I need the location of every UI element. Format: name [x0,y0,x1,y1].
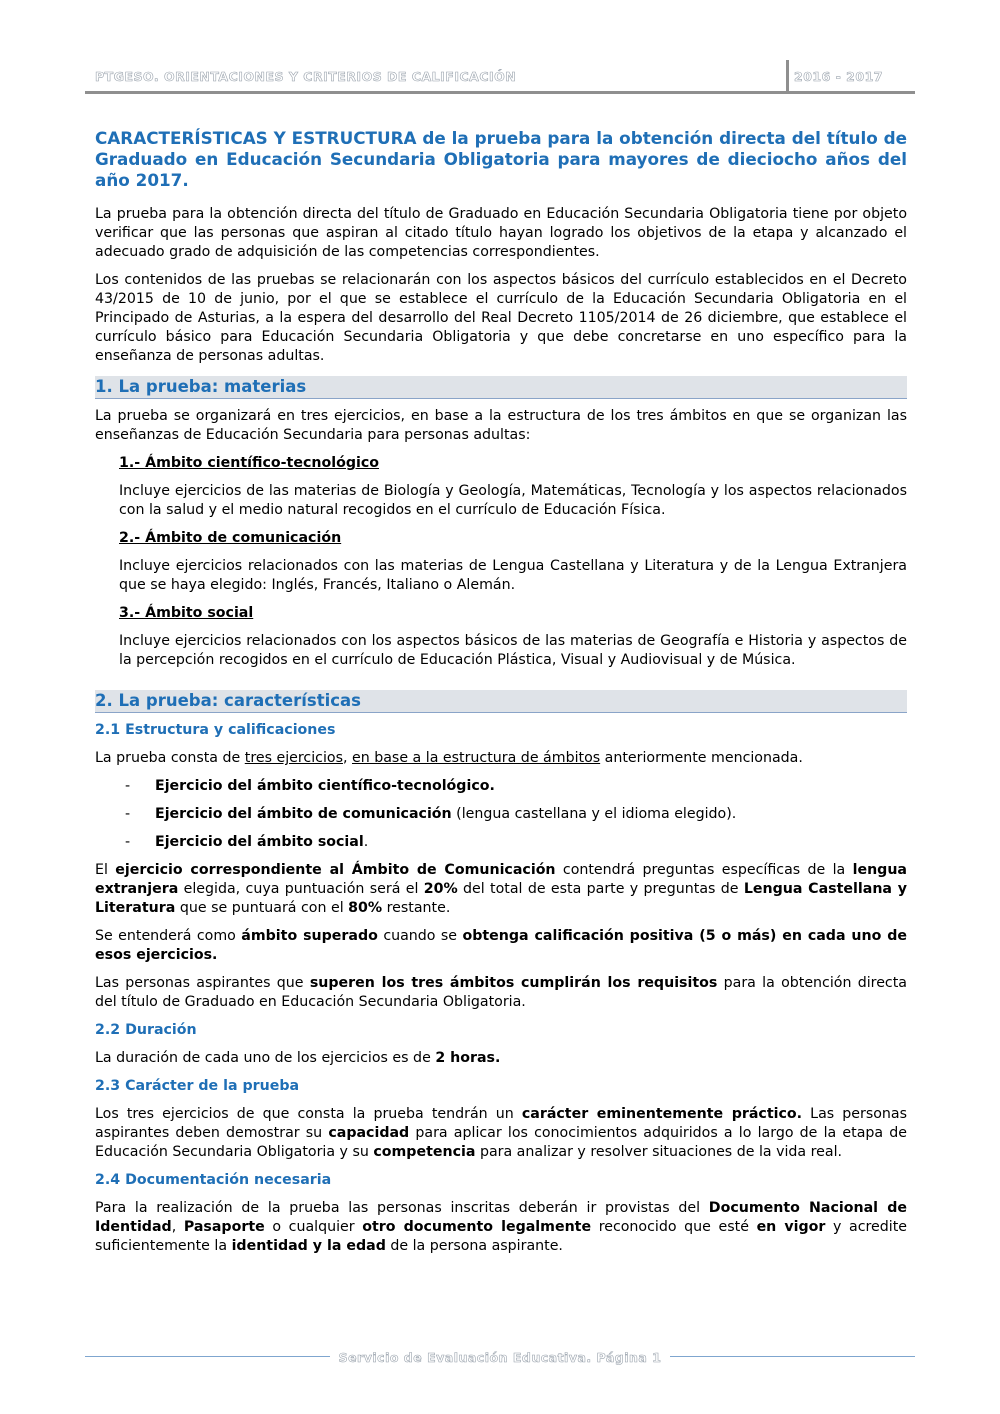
document-body [95,128,907,1265]
subsection-2-2-paragraph: La duración de cada uno de los ejercicios es de 2 horas. [95,1050,501,1066]
ambito-1-title: 1.- Ámbito científico-tecnológico [119,455,379,471]
page-footer [85,1347,915,1367]
list-item: - Ejercicio del ámbito científico-tecnológico. [125,778,495,794]
subsection-2-1-lead: La prueba consta de tres ejercicios, en base a la estructura de ámbitos anteriormente mencionada. [95,750,803,766]
intro-paragraph-2: Los contenidos de las pruebas se relacionarán con los aspectos básicos del currículo establecidos en el Decreto 43/2015 de 10 de junio, por el que se establece el currículo de la Educación Secundaria Obligatoria en el Principado de Asturias, a la espera del desarrollo del Real Decreto 1105/2014 de 26 diciembre, que establece el currículo básico para Educación Secundaria Obligatoria y que debe concretarse en uno específico para la enseñanza de personas adultas. [95,272,907,364]
header-title: PTGESO. ORIENTACIONES Y CRITERIOS DE CALIFICACIÓN [95,69,517,84]
subsection-2-2-title: 2.2 Duración [95,1022,197,1038]
subsection-2-1-paragraph-1: El ejercicio correspondiente al Ámbito de Comunicación contendrá preguntas específicas de la lengua extranjera elegida, cuya puntuación será el 20% del total de esta parte y preguntas de Lengua Castellana y Literatura que se puntuará con el 80% restante. [95,862,908,916]
ambito-3-title: 3.- Ámbito social [119,605,254,621]
ambito-3-text: Incluye ejercicios relacionados con los aspectos básicos de las materias de Geografía e Historia y aspectos de la percepción recogidos en el currículo de Educación Plástica, Visual y Audiovisual y de Música. [119,633,907,668]
subsection-2-4-paragraph: Para la realización de la prueba las personas inscritas deberán ir provistas del Documento Nacional de Identidad, Pasaporte o cualquier otro documento legalmente reconocido que esté en vigor y acredite suficientemente la identidad y la edad de la persona aspirante. [95,1200,907,1254]
intro-paragraph-1: La prueba para la obtención directa del título de Graduado en Educación Secundaria Obligatoria tiene por objeto verificar que las personas que aspiran al citado título hayan logrado los objetivos de la etapa y alcanzado el adecuado grado de adquisición de las competencias correspondientes. [95,206,907,260]
list-item: - Ejercicio del ámbito social. [125,834,369,850]
subsection-2-1-paragraph-3: Las personas aspirantes que superen los tres ámbitos cumplirán los requisitos para la obtención directa del título de Graduado en Educación Secundaria Obligatoria. [95,975,907,1010]
ambitos-list [95,454,907,670]
footer-text: Servicio de Evaluación Educativa. Página 1 [338,1350,662,1365]
section-2-heading: 2. La prueba: características [95,690,907,713]
subsection-2-3-paragraph: Los tres ejercicios de que consta la prueba tendrán un carácter eminentemente práctico. Las personas aspirantes deben demostrar su capacidad para aplicar los conocimientos adquiridos a lo largo de la etapa de Educación Secundaria Obligatoria y su competencia para analizar y resolver situaciones de la vida real. [95,1106,907,1160]
section-1-heading: 1. La prueba: materias [95,376,907,399]
document-title: CARACTERÍSTICAS Y ESTRUCTURA de la prueba para la obtención directa del título de Graduado en Educación Secundaria Obligatoria para mayores de dieciocho años del año 2017. [95,128,907,190]
ambito-2-text: Incluye ejercicios relacionados con las materias de Lengua Castellana y Literatura y de la Lengua Extranjera que se haya elegido: Inglés, Francés, Italiano o Alemán. [119,558,907,593]
header-divider [786,60,789,93]
ambito-1-text: Incluye ejercicios de las materias de Biología y Geología, Matemáticas, Tecnología y los aspectos relacionados con la salud y el medio natural recogidos en el currículo de Educación Física. [119,483,907,518]
subsection-2-1-paragraph-2: Se entenderá como ámbito superado cuando se obtenga calificación positiva (5 o más) en cada uno de esos ejercicios. [95,928,907,963]
header-year: 2016 - 2017 [794,69,883,84]
subsection-2-1-title: 2.1 Estructura y calificaciones [95,722,336,738]
subsection-2-4-title: 2.4 Documentación necesaria [95,1172,332,1188]
header-rule [85,91,915,94]
ambito-2-title: 2.- Ámbito de comunicación [119,530,342,546]
list-item: - Ejercicio del ámbito de comunicación (lengua castellana y el idioma elegido). [125,806,737,822]
page-header [85,60,915,94]
subsection-2-3-title: 2.3 Carácter de la prueba [95,1078,300,1094]
section-1-intro: La prueba se organizará en tres ejercicios, en base a la estructura de los tres ámbitos en que se organizan las enseñanzas de Educación Secundaria para personas adultas: [95,408,907,443]
